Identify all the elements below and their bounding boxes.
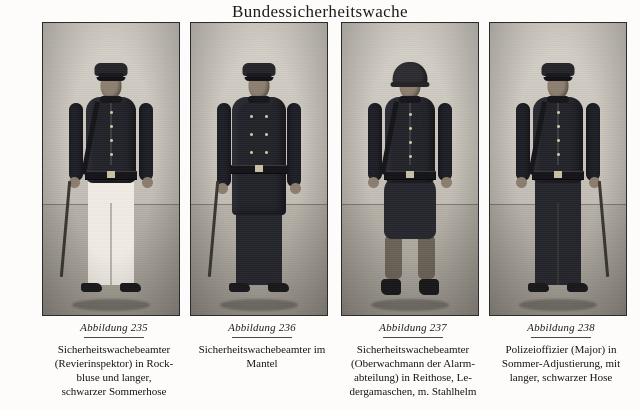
caption-line: Sicherheitswachebeamter: [57, 344, 171, 356]
caption-line: dergamaschen, m. Stahlhelm: [349, 386, 477, 398]
caption-rule: [84, 337, 144, 338]
photo-236: [190, 22, 328, 316]
plate-238: [489, 22, 633, 385]
caption-line: Sicherheitswachebeamter: [356, 344, 470, 356]
figure-label-236: Abbildung 236: [228, 322, 296, 334]
caption-rule: [531, 337, 591, 338]
caption-line: langer, schwarzer Hose: [509, 372, 613, 384]
caption-line: Mantel: [246, 358, 278, 370]
caption-235: [42, 343, 186, 399]
caption-238: [489, 343, 633, 385]
caption-line: Polizeioffizier (Major) in: [505, 344, 617, 356]
caption-rule: [232, 337, 292, 338]
photo-235: [42, 22, 180, 316]
caption-line: Sommer-Adjustierung, mit: [501, 358, 621, 370]
caption-line: abteilung) in Reithose, Le-: [354, 372, 472, 384]
plate-235: [42, 22, 186, 399]
figure-label-238: Abbildung 238: [527, 322, 595, 334]
caption-rule: [383, 337, 443, 338]
plate-237: [341, 22, 485, 399]
photo-238: [489, 22, 627, 316]
caption-line: (Revierinspektor) in Rock-: [54, 358, 174, 370]
photo-vignette: [43, 23, 179, 315]
caption-237: [341, 343, 485, 399]
figure-label-235: Abbildung 235: [80, 322, 148, 334]
caption-line: schwarzer Sommerhose: [61, 386, 167, 398]
caption-line: Sicherheitswachebeamter im: [198, 344, 326, 356]
photo-vignette: [191, 23, 327, 315]
caption-line: (Oberwachmann der Alarm-: [350, 358, 475, 370]
caption-236: [190, 343, 334, 371]
photo-vignette: [490, 23, 626, 315]
plate-236: [190, 22, 334, 371]
page-title: Bundessicherheitswache: [232, 2, 408, 21]
caption-line: bluse und langer,: [76, 372, 152, 384]
figure-label-237: Abbildung 237: [379, 322, 447, 334]
plate-row: [0, 22, 640, 410]
photo-237: [341, 22, 479, 316]
photo-vignette: [342, 23, 478, 315]
